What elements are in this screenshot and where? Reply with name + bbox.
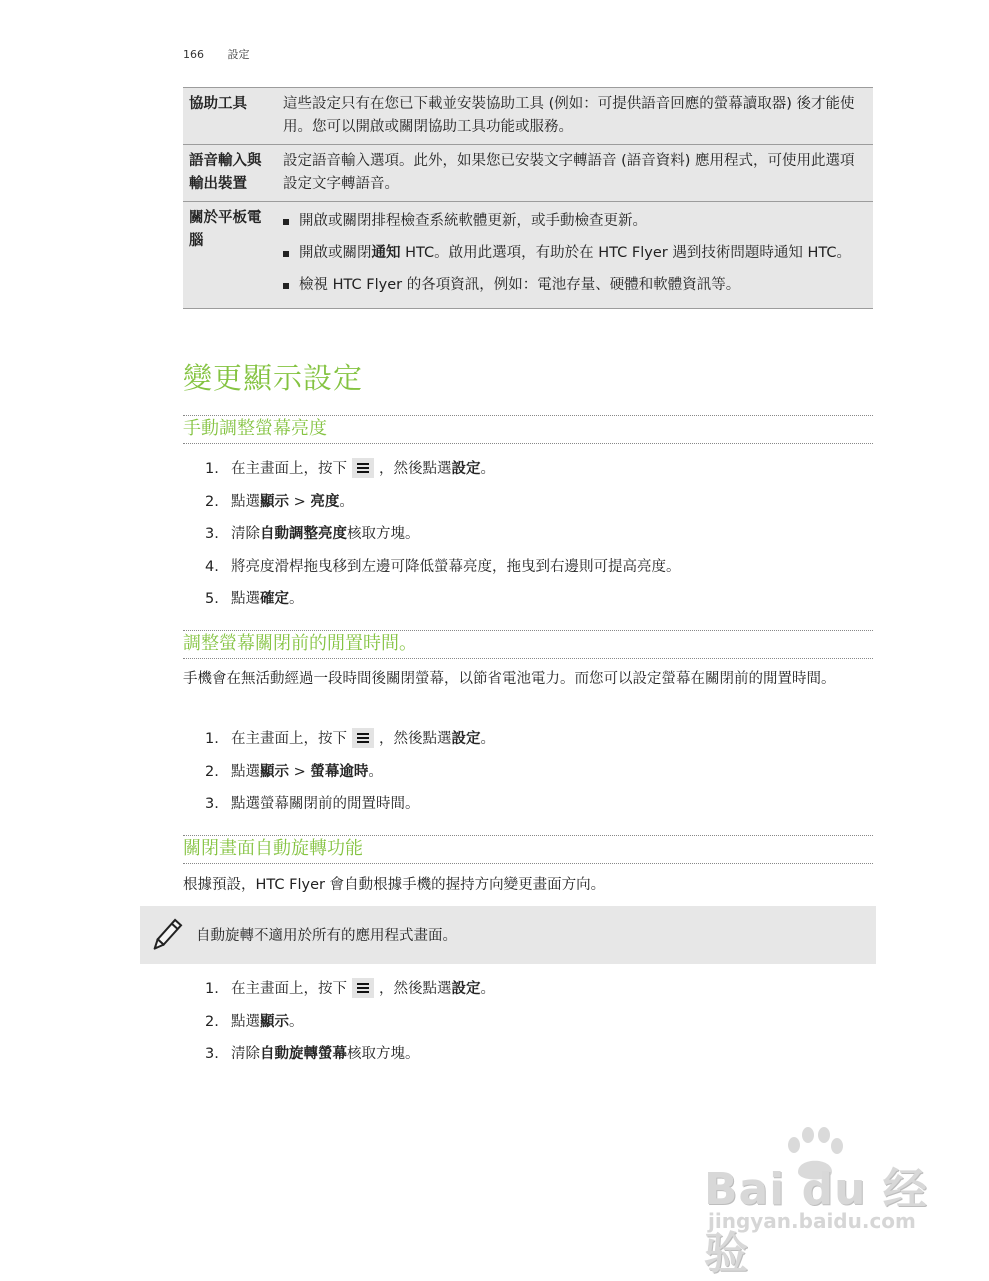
step-text: 點選螢幕關閉前的閒置時間。 <box>231 796 420 812</box>
setting-key: 關於平板電腦 <box>183 202 277 309</box>
bullet-text: 開啟或關閉排程檢查系統軟體更新，或手動檢查更新。 <box>299 213 647 229</box>
step-item <box>205 588 681 621</box>
table-row <box>183 88 873 145</box>
step-text: ，然後點選 <box>379 731 452 747</box>
settings-table <box>183 87 873 309</box>
step-number: 5. <box>205 591 219 607</box>
step-text-bold: 螢幕逾時 <box>310 763 369 780</box>
step-text: 。 <box>480 981 495 997</box>
menu-icon <box>352 458 374 478</box>
step-number: 3. <box>205 796 219 812</box>
note-text: 自動旋轉不適用於所有的應用程式畫面。 <box>196 928 457 944</box>
section-title: 變更顯示設定 <box>183 361 364 395</box>
step-text: 核取方塊。 <box>347 1046 420 1062</box>
setting-description <box>277 202 873 309</box>
step-text: 。 <box>368 763 383 780</box>
step-text: 。 <box>480 731 495 747</box>
running-section-title: 設定 <box>227 48 250 61</box>
step-text: ，然後點選 <box>379 461 452 477</box>
bullet-text: 開啟或關閉 <box>299 245 372 261</box>
step-text-bold: 自動旋轉螢幕 <box>260 1046 347 1062</box>
step-text: 點選 <box>231 763 260 780</box>
bullet-text: 檢視 HTC Flyer 的各項資訊，例如：電池存量、硬體和軟體資訊等。 <box>299 277 741 293</box>
step-number: 1. <box>205 731 219 747</box>
baidu-watermark <box>700 1125 940 1279</box>
step-text: 點選 <box>231 591 260 607</box>
menu-icon <box>352 728 374 748</box>
step-text-bold: 設定 <box>451 981 481 997</box>
step-text: 在主畫面上，按下 <box>231 981 347 997</box>
step-text: 點選 <box>231 493 260 510</box>
step-text: 。 <box>289 591 304 607</box>
bullet-text: HTC。啟用此選項，有助於在 HTC Flyer 遇到技術問題時通知 HTC。 <box>400 245 851 261</box>
step-text: 清除 <box>231 1046 260 1062</box>
step-number: 4. <box>205 558 219 575</box>
step-number: 2. <box>205 1013 219 1030</box>
setting-key: 協助工具 <box>183 88 277 145</box>
bullet-text-bold: 通知 <box>371 245 401 261</box>
step-number: 1. <box>205 461 219 477</box>
note-box <box>140 906 876 964</box>
bullet-list <box>283 210 867 297</box>
step-item <box>205 458 681 491</box>
brightness-steps <box>205 458 681 621</box>
step-item <box>205 1043 495 1076</box>
page-number: 166 <box>183 48 204 61</box>
step-text-bold: 確定 <box>260 591 289 607</box>
step-number: 2. <box>205 763 219 780</box>
watermark-brand: Bai du 经验 <box>704 1164 928 1279</box>
bullet-square-icon <box>283 283 289 289</box>
step-text: 點選 <box>231 1013 260 1030</box>
menu-icon <box>352 978 374 998</box>
step-text: > <box>289 493 311 510</box>
step-number: 2. <box>205 493 219 510</box>
setting-description: 這些設定只有在您已下載並安裝協助工具 (例如：可提供語音回應的螢幕讀取器) 後才能使用。您可以開啟或關閉協助工具功能或服務。 <box>277 88 873 145</box>
step-text: 。 <box>289 1013 304 1030</box>
table-row <box>183 202 873 309</box>
timeout-steps <box>205 728 495 826</box>
step-item <box>205 978 495 1011</box>
step-item <box>205 728 495 761</box>
step-text: 。 <box>480 461 495 477</box>
step-text-bold: 設定 <box>451 461 481 477</box>
rotation-steps <box>205 978 495 1076</box>
step-text-bold: 顯示 <box>260 493 289 510</box>
list-item <box>283 274 867 297</box>
step-text: 將亮度滑桿拖曳移到左邊可降低螢幕亮度，拖曳到右邊則可提高亮度。 <box>231 558 681 575</box>
step-text-bold: 顯示 <box>260 763 289 780</box>
step-item <box>205 523 681 556</box>
step-text: 核取方塊。 <box>347 526 420 542</box>
subsection-heading-brightness: 手動調整螢幕亮度 <box>183 415 873 444</box>
step-number: 3. <box>205 526 219 542</box>
setting-key: 語音輸入與輸出裝置 <box>183 145 277 202</box>
step-text: 。 <box>339 493 354 510</box>
step-item <box>205 491 681 524</box>
list-item <box>283 242 867 265</box>
step-text: 清除 <box>231 526 260 542</box>
step-number: 3. <box>205 1046 219 1062</box>
step-text: > <box>289 763 311 780</box>
bullet-square-icon <box>283 219 289 225</box>
step-text-bold: 顯示 <box>260 1013 289 1030</box>
step-text: 在主畫面上，按下 <box>231 731 347 747</box>
step-item <box>205 761 495 794</box>
setting-description: 設定語音輸入選項。此外，如果您已安裝文字轉語音 (語音資料) 應用程式，可使用此選項設定文字轉語音。 <box>277 145 873 202</box>
subsection-heading-rotation: 關閉畫面自動旋轉功能 <box>183 835 873 864</box>
step-number: 1. <box>205 981 219 997</box>
step-text-bold: 自動調整亮度 <box>260 526 347 542</box>
page-header <box>183 46 250 62</box>
step-item <box>205 1011 495 1044</box>
subsection-heading-timeout: 調整螢幕關閉前的閒置時間。 <box>183 630 873 659</box>
timeout-intro: 手機會在無活動經過一段時間後關閉螢幕，以節省電池電力。而您可以設定螢幕在關閉前的閒置時間。 <box>183 671 836 687</box>
rotation-intro: 根據預設，HTC Flyer 會自動根據手機的握持方向變更畫面方向。 <box>183 877 606 893</box>
step-text: 在主畫面上，按下 <box>231 461 347 477</box>
pencil-icon <box>146 916 186 956</box>
bullet-square-icon <box>283 251 289 257</box>
watermark-url: jingyan.baidu.com <box>708 1209 916 1233</box>
list-item <box>283 210 867 233</box>
step-text: ，然後點選 <box>379 981 452 997</box>
table-row <box>183 145 873 202</box>
step-text-bold: 設定 <box>451 731 481 747</box>
step-item <box>205 793 495 826</box>
step-item <box>205 556 681 589</box>
step-text-bold: 亮度 <box>310 493 340 510</box>
